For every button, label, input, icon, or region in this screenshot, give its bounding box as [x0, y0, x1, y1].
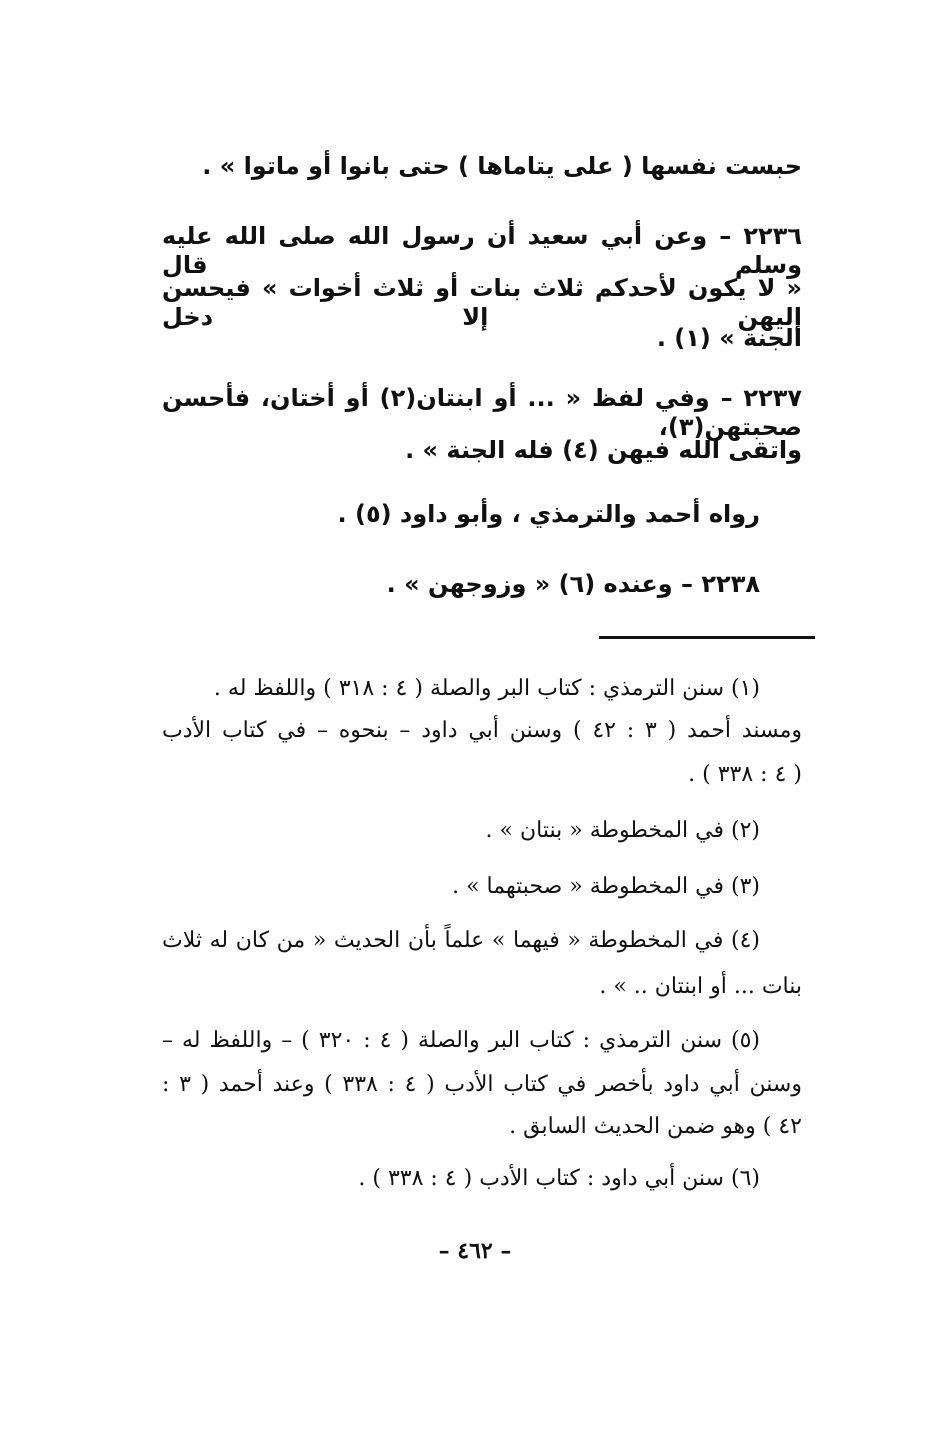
hadith-2236-line-3: الجنة » (١) .	[656, 324, 802, 352]
footnote-5-line-2: وسنن أبي داود بأخصر في كتاب الأدب ( ٤ : ٣٣٨ ) وعند أحمد ( ٣ :	[162, 1072, 802, 1097]
footnote-5-line-1: (٥) سنن الترمذي : كتاب البر والصلة ( ٤ : ٣٢٠ ) – واللفظ له –	[162, 1028, 761, 1053]
footnote-6: (٦) سنن أبي داود : كتاب الأدب ( ٤ : ٣٣٨ ) .	[358, 1166, 760, 1191]
footnote-4-line-1: (٤) في المخطوطة « فيهما » علماً بأن الحديث « من كان له ثلاث	[162, 928, 760, 953]
narration-line: رواه أحمد والترمذي ، وأبو داود (٥) .	[337, 500, 760, 528]
footnote-1-line-1: (١) سنن الترمذي : كتاب البر والصلة ( ٤ : ٣١٨ ) واللفظ له .	[213, 676, 760, 701]
hadith-2236-line-1: ٢٢٣٦ – وعن أبي سعيد أن رسول الله صلى الله عليه وسلم قال	[162, 222, 802, 279]
hadith-2236-line-2: « لا يكون لأحدكم ثلاث بنات أو ثلاث أخوات » فيحسن إليهن إلا دخل	[162, 274, 802, 331]
hadith-2238-line: ٢٢٣٨ – وعنده (٦) « وزوجهن » .	[386, 570, 760, 598]
footnote-1-line-2: ومسند أحمد ( ٣ : ٤٢ ) وسنن أبي داود – بنحوه – في كتاب الأدب	[162, 718, 802, 743]
footnote-1-line-3: ( ٤ : ٣٣٨ ) .	[688, 762, 802, 787]
page-number: – ٤٦٢ –	[438, 1238, 512, 1264]
main-line-1: حبست نفسها ( على يتاماها ) حتى بانوا أو ماتوا » .	[202, 152, 802, 180]
footnote-4-line-2: بنات ... أو ابنتان .. » .	[599, 974, 802, 999]
footnote-3: (٣) في المخطوطة « صحبتهما » .	[452, 874, 760, 899]
hadith-2237-line-1: ٢٢٣٧ – وفي لفظ « ... أو ابنتان(٢) أو أختان، فأحسن صحبتهن(٣)،	[162, 384, 803, 441]
footnote-2: (٢) في المخطوطة « بنتان » .	[485, 818, 760, 843]
footnote-separator	[599, 636, 815, 639]
hadith-2237-line-2: واتقى الله فيهن (٤) فله الجنة » .	[405, 436, 802, 464]
footnote-5-line-3: ٤٢ ) وهو ضمن الحديث السابق .	[509, 1114, 802, 1139]
